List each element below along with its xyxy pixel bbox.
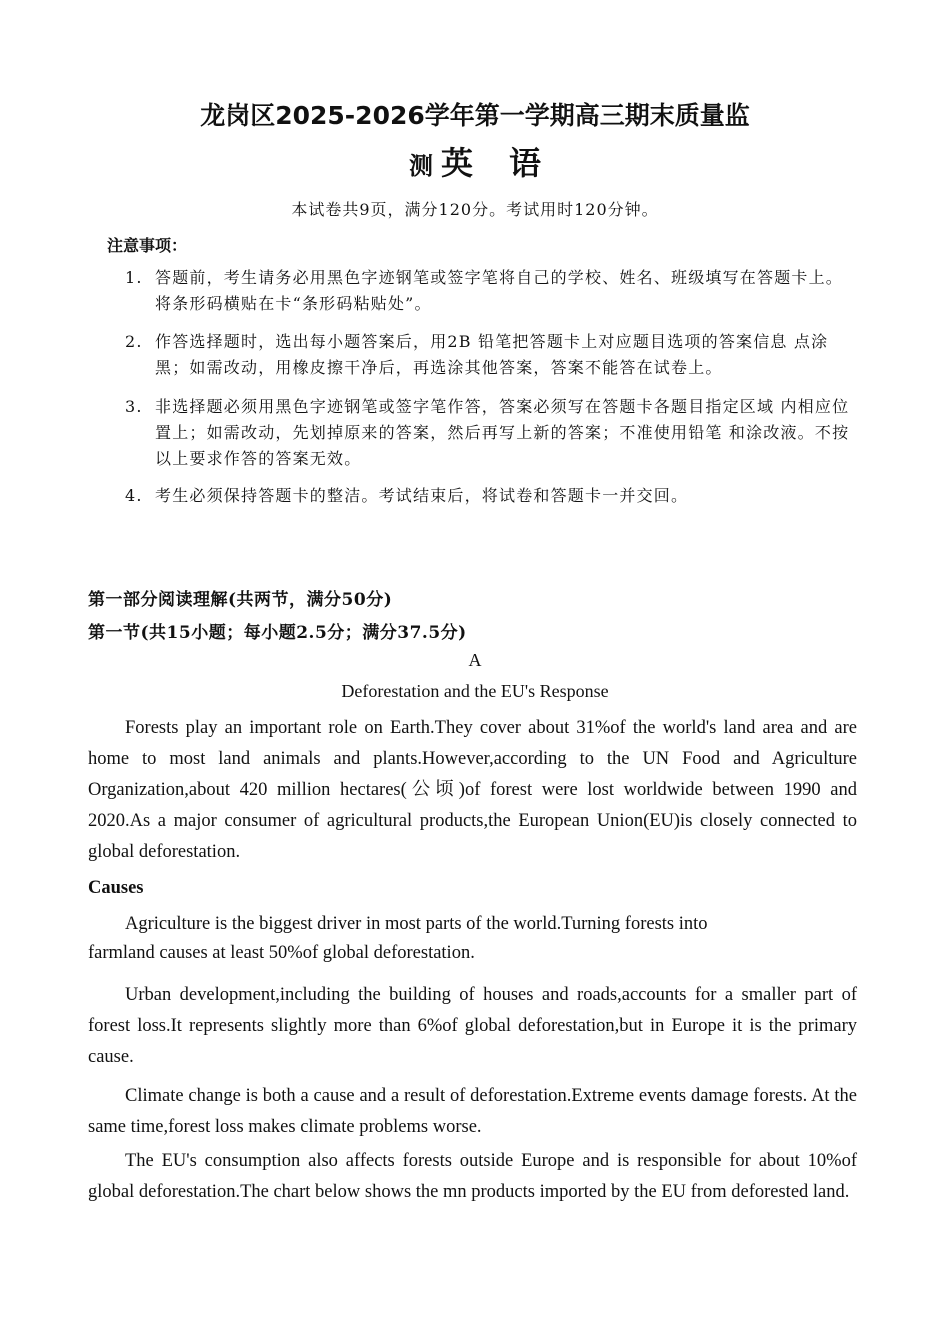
notice-item xyxy=(125,483,860,509)
passage-letter: A xyxy=(468,650,482,670)
part-heading: 第一部分阅读理解(共两节，满分50分) xyxy=(88,590,393,610)
causes-heading: Causes xyxy=(88,878,144,898)
exam-title: 龙岗区2025-2026学年第一学期高三期末质量监 xyxy=(200,101,750,130)
notice-heading: 注意事项： xyxy=(107,236,188,255)
title-continuation: 测 xyxy=(408,152,433,180)
passage-title: Deforestation and the EU's Response xyxy=(341,681,609,701)
subject-char-2: 语 xyxy=(509,144,542,182)
paragraph-eu-consumption: The EU's consumption also affects forests outside Europe and is responsible for about 10%of global deforestation.The chart below shows the mn products imported by the EU from deforested land. xyxy=(88,1151,857,1202)
exam-subject-line xyxy=(0,138,950,184)
notice-item-number: 1. xyxy=(125,268,143,287)
notice-item-text: 作答选择题时，选出每小题答案后，用2B 铅笔把答题卡上对应题目选项的答案信息 点涂黑；如需改动，用橡皮擦干净后，再选涂其他答案，答案不能答在试卷上。 xyxy=(155,332,829,377)
paragraph-urban: Urban development,including the building of houses and roads,accounts for a smaller part of forest loss.It represents slightly more than 6%of global deforestation,but in Europe it is the primary cause. xyxy=(88,985,857,1067)
paragraph-agriculture-line1: Agriculture is the biggest driver in most parts of the world.Turning forests into xyxy=(125,914,708,934)
notice-item xyxy=(125,265,860,317)
notice-item-text: 答题前，考生请务必用黑色字迹钢笔或签字笔将自己的学校、姓名、班级填写在答题卡上。将条形码横贴在卡“条形码粘贴处”。 xyxy=(155,268,844,313)
notice-item-number: 4. xyxy=(125,486,143,505)
paragraph-climate: Climate change is both a cause and a result of deforestation.Extreme events damage forests. At the same time,forest loss makes climate problems worse. xyxy=(88,1086,857,1137)
notice-item xyxy=(125,394,860,472)
notice-item-text: 考生必须保持答题卡的整洁。考试结束后，将试卷和答题卡一并交回。 xyxy=(155,486,689,505)
notice-item xyxy=(125,329,860,381)
notice-item-text: 非选择题必须用黑色字迹钢笔或签字笔作答，答案必须写在答题卡各题目指定区域 内相应位置上；如需改动，先划掉原来的答案，然后再写上新的答案；不准使用铅笔 和涂改液。不按以上要求作答的答案无效。 xyxy=(155,397,850,468)
notice-item-number: 2. xyxy=(125,332,143,351)
exam-info: 本试卷共9页，满分120分。考试用时120分钟。 xyxy=(291,200,659,219)
subject-char-1: 英 xyxy=(440,144,473,182)
paragraph-agriculture-line2: farmland causes at least 50%of global deforestation. xyxy=(88,943,475,963)
section-heading: 第一节(共15小题；每小题2.5分；满分37.5分) xyxy=(88,623,467,643)
paragraph-intro: Forests play an important role on Earth.They cover about 31%of the world's land area and are home to most land animals and plants.However,according to the UN Food and Agriculture Organization,about 420 million hectares(公顷)of forest were lost worldwide between 1990 and 2020.As a major consumer of agricultural products,the European Union(EU)is closely connected to global deforestation. xyxy=(88,718,857,862)
notice-item-number: 3. xyxy=(125,397,143,416)
